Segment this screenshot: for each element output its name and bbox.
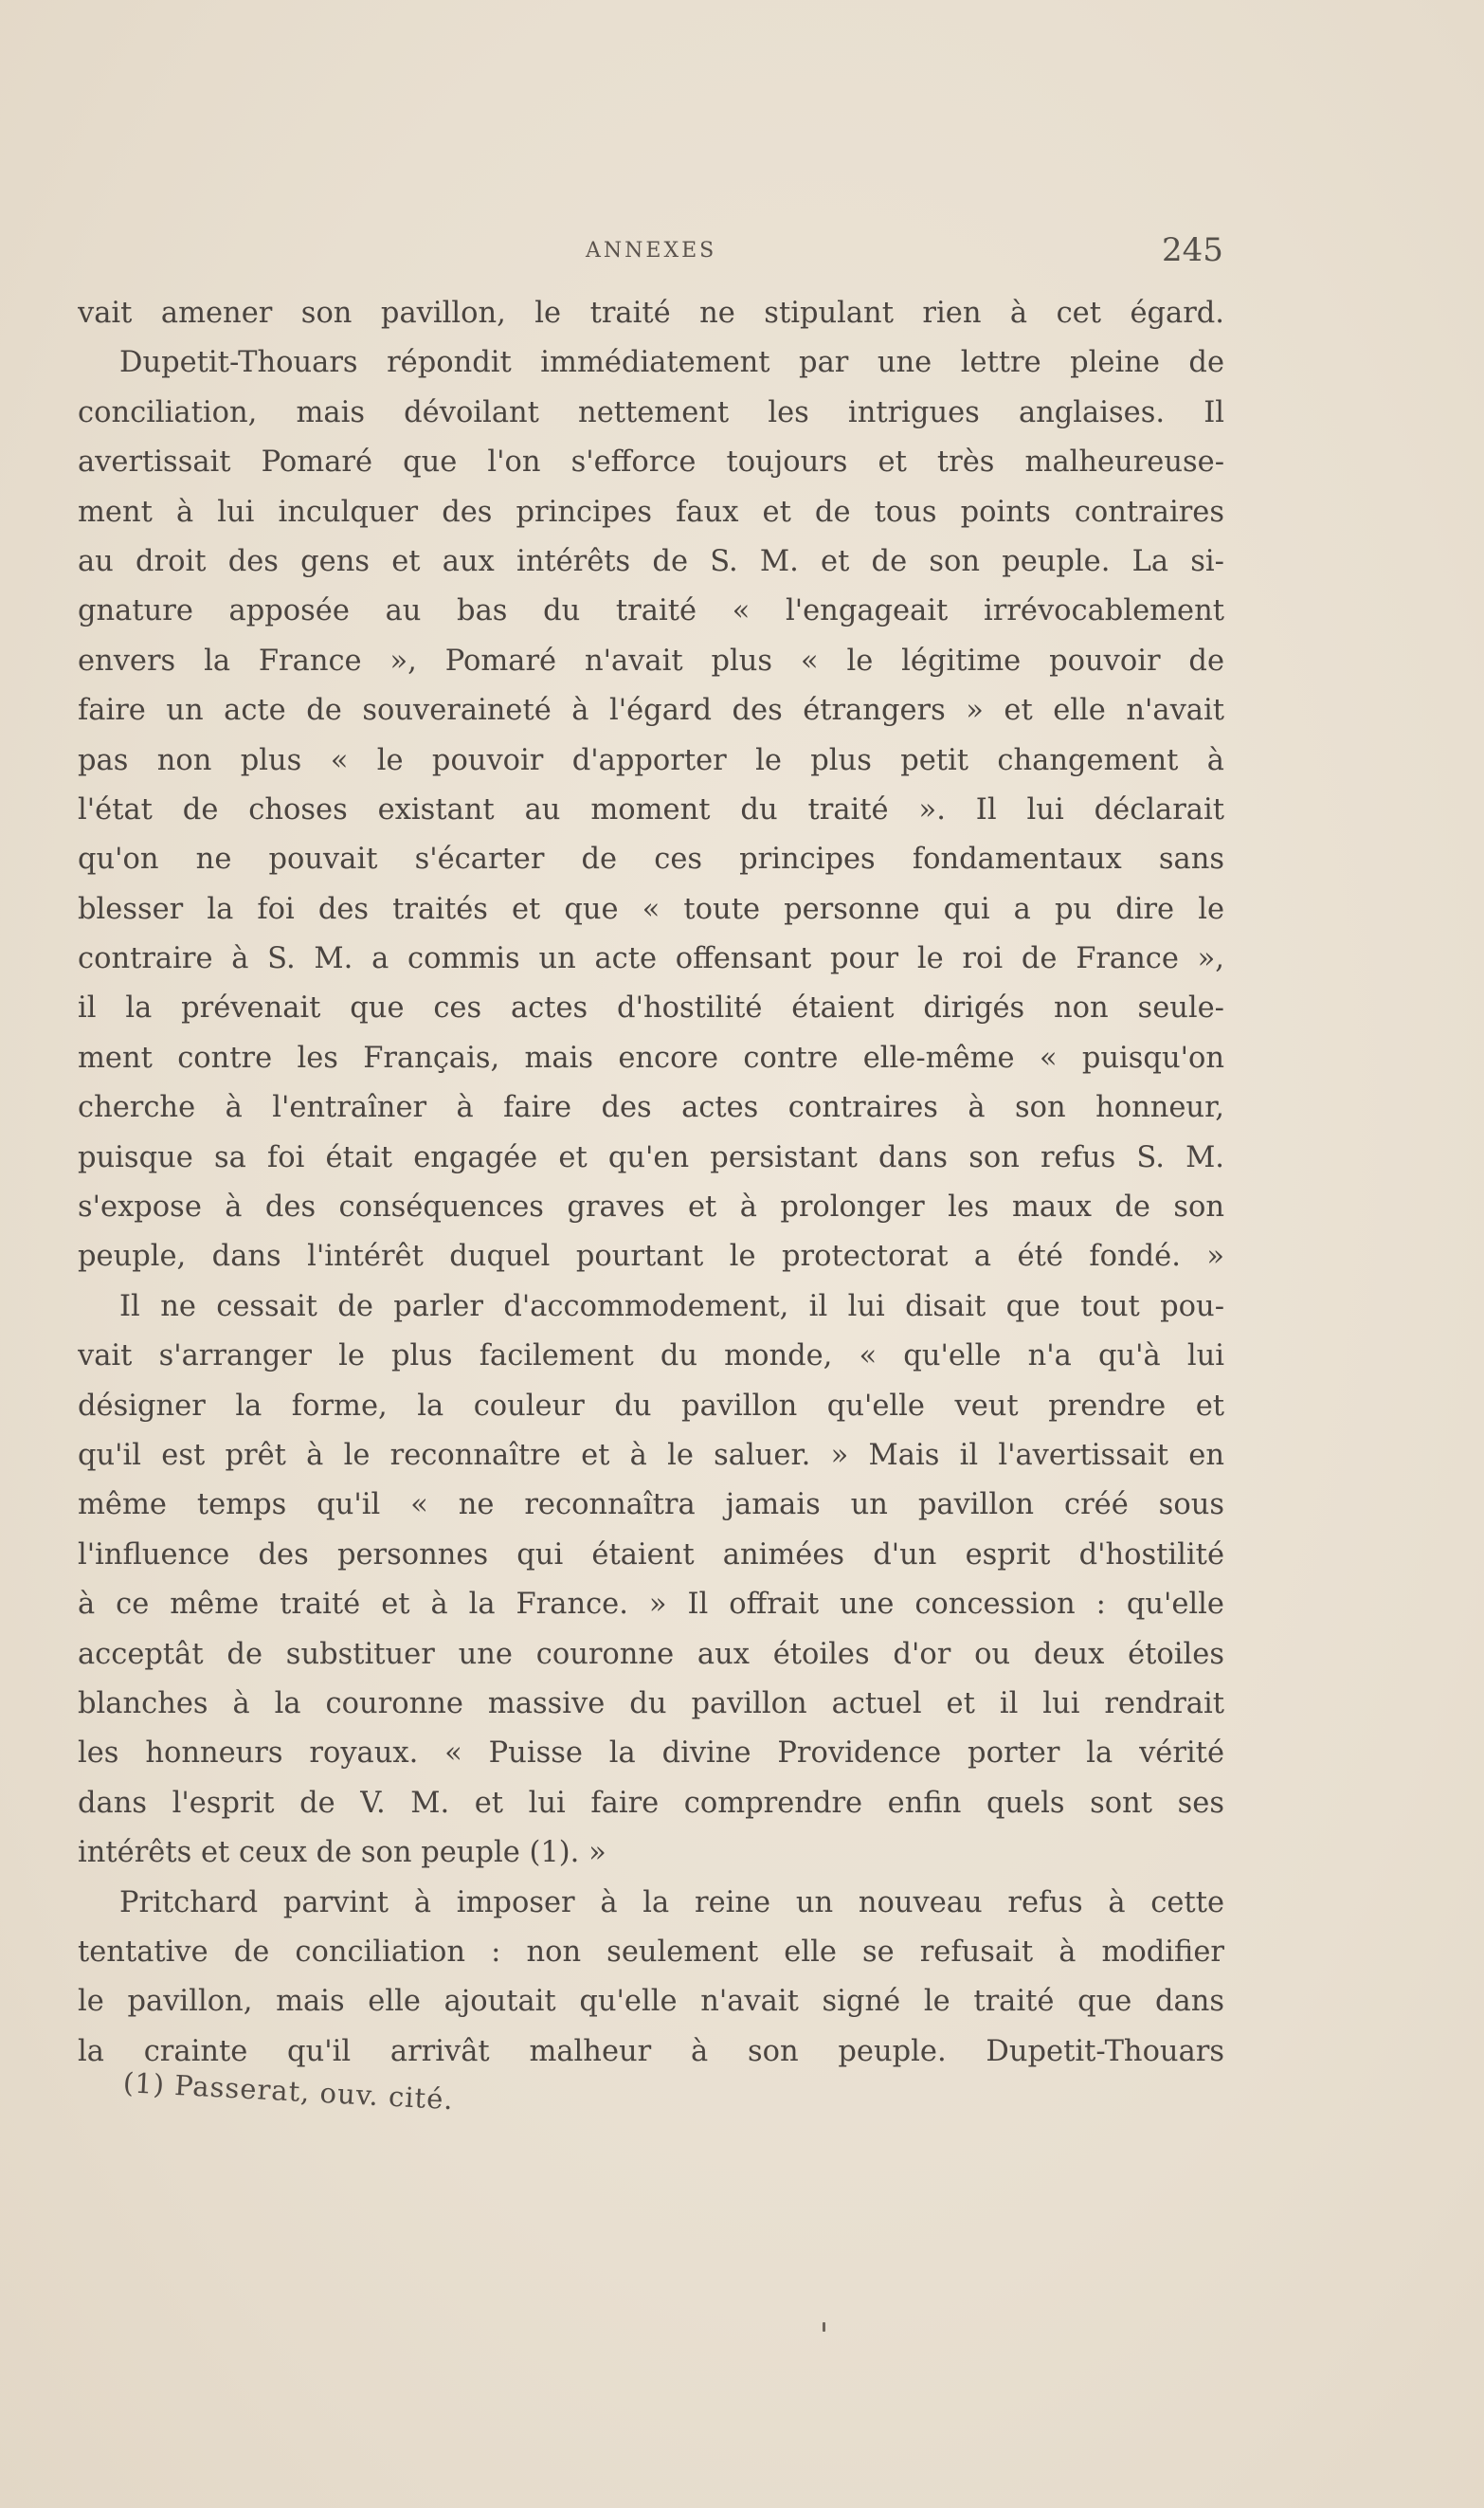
page-number: 245	[1162, 231, 1223, 269]
text-line: le pavillon, mais elle ajoutait qu'elle n'avait signé le traité que dans	[78, 1985, 1224, 2019]
text-line: ment à lui inculquer des principes faux et de tous points contraires	[78, 495, 1224, 529]
text-line: au droit des gens et aux intérêts de S. M. et de son peuple. La si-	[78, 544, 1224, 578]
ink-speck	[823, 2322, 825, 2332]
text-line: puisque sa foi était engagée et qu'en persistant dans son refus S. M.	[78, 1140, 1224, 1174]
text-line: conciliation, mais dévoilant nettement les intrigues anglaises. Il	[78, 395, 1224, 429]
text-line: Pritchard parvint à imposer à la reine un nouveau refus à cette	[119, 1885, 1224, 1919]
text-line: qu'on ne pouvait s'écarter de ces principes fondamentaux sans	[78, 843, 1224, 877]
text-line: tentative de conciliation : non seulement elle se refusait à modifier	[78, 1935, 1224, 1969]
page-header	[0, 231, 1484, 277]
text-line: à ce même traité et à la France. » Il offrait une concession : qu'elle	[78, 1588, 1224, 1622]
text-line: Dupetit-Thouars répondit immédiatement par une lettre pleine de	[119, 346, 1224, 380]
text-line: faire un acte de souveraineté à l'égard des étrangers » et elle n'avait	[78, 694, 1224, 728]
text-line: peuple, dans l'intérêt duquel pourtant le protectorat a été fondé. »	[78, 1240, 1224, 1274]
text-line: blesser la foi des traités et que « toute personne qui a pu dire le	[78, 892, 1224, 926]
text-line: vait s'arranger le plus facilement du monde, « qu'elle n'a qu'à lui	[78, 1339, 1224, 1373]
text-line: avertissait Pomaré que l'on s'efforce toujours et très malheureuse-	[78, 445, 1224, 480]
text-line: gnature apposée au bas du traité « l'engageait irrévocablement	[78, 594, 1224, 628]
text-line: ment contre les Français, mais encore contre elle-même « puisqu'on	[78, 1041, 1224, 1075]
text-line: Il ne cessait de parler d'accommodement, il lui disait que tout pou-	[119, 1289, 1224, 1323]
body-text	[78, 289, 1224, 2077]
text-line: pas non plus « le pouvoir d'apporter le plus petit changement à	[78, 743, 1224, 777]
text-line: les honneurs royaux. « Puisse la divine Providence porter la vérité	[78, 1736, 1224, 1771]
text-line: qu'il est prêt à le reconnaître et à le saluer. » Mais il l'avertissait en	[78, 1438, 1224, 1472]
text-line: vait amener son pavillon, le traité ne stipulant rien à cet égard.	[78, 297, 1224, 330]
running-head: ANNEXES	[586, 239, 717, 263]
text-line: envers la France », Pomaré n'avait plus « le légitime pouvoir de	[78, 644, 1224, 678]
text-line: même temps qu'il « ne reconnaîtra jamais un pavillon créé sous	[78, 1488, 1224, 1522]
text-line: la crainte qu'il arrivât malheur à son peuple. Dupetit-Thouars	[78, 2034, 1224, 2068]
footnote: (1) Passerat, ouv. cité.	[122, 2066, 455, 2117]
text-line: intérêts et ceux de son peuple (1). »	[78, 1836, 606, 1870]
text-line: l'état de choses existant au moment du traité ». Il lui déclarait	[78, 792, 1224, 827]
text-line: il la prévenait que ces actes d'hostilité étaient dirigés non seule-	[78, 991, 1224, 1026]
text-line: dans l'esprit de V. M. et lui faire comprendre enfin quels sont ses	[78, 1786, 1224, 1820]
text-line: s'expose à des conséquences graves et à prolonger les maux de son	[78, 1190, 1224, 1225]
text-line: désigner la forme, la couleur du pavillon qu'elle veut prendre et	[78, 1389, 1224, 1423]
text-line: l'influence des personnes qui étaient animées d'un esprit d'hostilité	[78, 1537, 1224, 1572]
text-line: blanches à la couronne massive du pavillon actuel et il lui rendrait	[78, 1686, 1224, 1720]
text-line: cherche à l'entraîner à faire des actes contraires à son honneur,	[78, 1091, 1224, 1125]
text-line: contraire à S. M. a commis un acte offensant pour le roi de France »,	[78, 942, 1224, 976]
text-line: acceptât de substituer une couronne aux étoiles d'or ou deux étoiles	[78, 1637, 1224, 1671]
